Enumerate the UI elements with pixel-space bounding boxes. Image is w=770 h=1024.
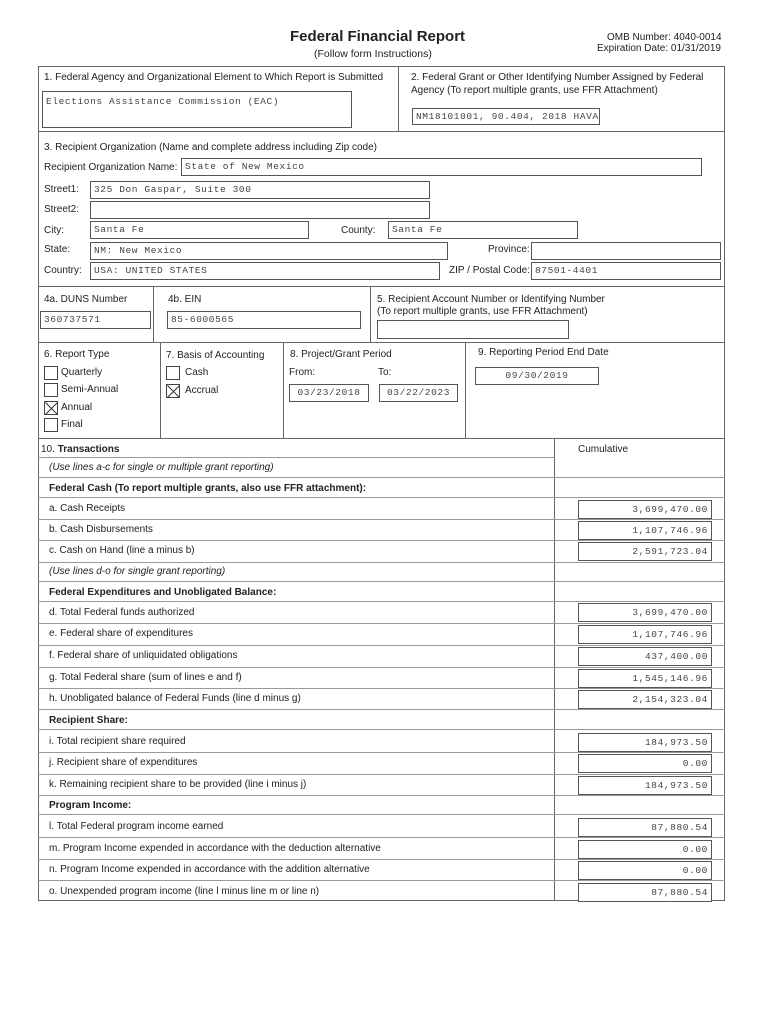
line-a-label: a. Cash Receipts — [49, 503, 126, 514]
semi-annual-checkbox[interactable] — [44, 383, 58, 397]
s1-label: 1. Federal Agency and Organizational Element to Which Report is Submitted — [44, 72, 384, 83]
transactions-heading: 10. Transactions — [41, 444, 120, 455]
divider — [38, 438, 725, 439]
line-n-label: n. Program Income expended in accordance with the addition alternative — [49, 864, 370, 875]
country-field[interactable]: USA: UNITED STATES — [90, 262, 440, 280]
federal-agency-field[interactable]: Elections Assistance Commission (EAC) — [42, 91, 352, 128]
street2-label: Street2: — [44, 204, 80, 215]
divider — [398, 66, 399, 131]
line-d-label: d. Total Federal funds authorized — [49, 607, 195, 618]
line-o-value[interactable]: 87,880.54 — [578, 883, 712, 902]
line-m-value[interactable]: 0.00 — [578, 840, 712, 859]
semi-annual-label: Semi-Annual — [61, 384, 119, 395]
divider — [38, 752, 725, 753]
from-label: From: — [289, 367, 316, 378]
period-label: 8. Project/Grant Period — [290, 349, 392, 360]
line-o-label: o. Unexpended program income (line l minus line m or line n) — [49, 886, 320, 897]
cash-checkbox[interactable] — [166, 366, 180, 380]
period-to-field[interactable]: 03/22/2023 — [379, 384, 458, 402]
s2-label-2: Agency (To report multiple grants, use FFR Attachment) — [411, 85, 658, 96]
divider — [38, 342, 725, 343]
form-subtitle: (Follow form Instructions) — [314, 48, 432, 60]
final-label: Final — [61, 419, 83, 430]
divider — [38, 540, 725, 541]
line-m-label: m. Program Income expended in accordance with the deduction alternative — [49, 843, 381, 854]
line-g-label: g. Total Federal share (sum of lines e and f) — [49, 672, 242, 683]
recipient-share-heading: Recipient Share: — [49, 715, 128, 726]
line-a-value[interactable]: 3,699,470.00 — [578, 500, 712, 519]
divider — [38, 497, 725, 498]
country-label: Country: — [44, 265, 82, 276]
line-b-label: b. Cash Disbursements — [49, 524, 153, 535]
province-label: Province: — [488, 244, 530, 255]
period-end-field[interactable]: 09/30/2019 — [475, 367, 599, 385]
divider — [38, 519, 725, 520]
state-field[interactable]: NM: New Mexico — [90, 242, 448, 260]
divider — [554, 438, 555, 901]
account-number-field[interactable] — [377, 320, 569, 339]
line-n-value[interactable]: 0.00 — [578, 861, 712, 880]
omb-number: OMB Number: 4040-0014 — [607, 32, 722, 43]
to-label: To: — [378, 367, 392, 378]
line-e-label: e. Federal share of expenditures — [49, 628, 193, 639]
divider — [38, 477, 725, 478]
divider — [38, 795, 725, 796]
divider — [465, 342, 466, 438]
street1-field[interactable]: 325 Don Gaspar, Suite 300 — [90, 181, 430, 199]
line-j-label: j. Recipient share of expenditures — [49, 757, 198, 768]
line-c-value[interactable]: 2,591,723.04 — [578, 542, 712, 561]
federal-cash-heading: Federal Cash (To report multiple grants, also use FFR attachment): — [49, 483, 367, 494]
annual-checkbox[interactable] — [44, 401, 58, 415]
cash-label: Cash — [185, 367, 209, 378]
county-field[interactable]: Santa Fe — [388, 221, 578, 239]
quarterly-label: Quarterly — [61, 367, 103, 378]
divider — [160, 342, 161, 438]
province-field[interactable] — [531, 242, 721, 260]
line-c-label: c. Cash on Hand (line a minus b) — [49, 545, 195, 556]
divider — [38, 837, 725, 838]
line-h-label: h. Unobligated balance of Federal Funds (line d minus g) — [49, 693, 301, 704]
line-g-value[interactable]: 1,545,146.96 — [578, 669, 712, 688]
line-k-label: k. Remaining recipient share to be provided (line i minus j) — [49, 779, 307, 790]
line-f-value[interactable]: 437,400.00 — [578, 647, 712, 666]
ein-label: 4b. EIN — [168, 294, 202, 305]
divider — [38, 814, 725, 815]
program-income-heading: Program Income: — [49, 800, 132, 811]
note-lines-a-c: (Use lines a-c for single or multiple grant reporting) — [49, 462, 274, 473]
s3-label: 3. Recipient Organization (Name and complete address including Zip code) — [44, 142, 377, 153]
zip-field[interactable]: 87501-4401 — [531, 262, 721, 280]
ein-field[interactable]: 85-6000565 — [167, 311, 361, 329]
street1-label: Street1: — [44, 184, 80, 195]
city-field[interactable]: Santa Fe — [90, 221, 309, 239]
line-l-value[interactable]: 87,880.54 — [578, 818, 712, 837]
divider — [38, 709, 725, 710]
divider — [38, 667, 725, 668]
accrual-label: Accrual — [185, 385, 219, 396]
s5-label-2: (To report multiple grants, use FFR Attachment) — [377, 306, 588, 317]
annual-label: Annual — [61, 402, 93, 413]
divider — [38, 645, 725, 646]
period-from-field[interactable]: 03/23/2018 — [289, 384, 369, 402]
s2-label-1: 2. Federal Grant or Other Identifying Number Assigned by Federal — [411, 72, 704, 83]
divider — [38, 457, 554, 458]
note-lines-d-o: (Use lines d-o for single grant reporting) — [49, 566, 226, 577]
divider — [153, 286, 154, 342]
divider — [38, 880, 725, 881]
quarterly-checkbox[interactable] — [44, 366, 58, 380]
line-k-value[interactable]: 184,973.50 — [578, 776, 712, 795]
grant-number-field[interactable]: NM18101001, 90.404, 2018 HAVA — [412, 108, 600, 125]
state-label: State: — [44, 244, 71, 255]
final-checkbox[interactable] — [44, 418, 58, 432]
divider — [38, 859, 725, 860]
line-f-label: f. Federal share of unliquidated obligations — [49, 650, 238, 661]
divider — [38, 774, 725, 775]
line-e-value[interactable]: 1,107,746.96 — [578, 625, 712, 644]
divider — [283, 342, 284, 438]
org-name-field[interactable]: State of New Mexico — [181, 158, 702, 176]
line-i-label: i. Total recipient share required — [49, 736, 186, 747]
expenditures-heading: Federal Expenditures and Unobligated Balance: — [49, 587, 277, 598]
divider — [38, 729, 725, 730]
form-title: Federal Financial Report — [290, 28, 466, 45]
divider — [38, 601, 725, 602]
street2-field[interactable] — [90, 201, 430, 219]
line-i-value[interactable]: 184,973.50 — [578, 733, 712, 752]
period-end-label: 9. Reporting Period End Date — [478, 347, 609, 358]
city-label: City: — [44, 225, 64, 236]
line-j-value[interactable]: 0.00 — [578, 754, 712, 773]
accrual-checkbox[interactable] — [166, 384, 180, 398]
divider — [38, 688, 725, 689]
county-label: County: — [341, 225, 376, 236]
basis-label: 7. Basis of Accounting — [166, 350, 265, 361]
line-d-value[interactable]: 3,699,470.00 — [578, 603, 712, 622]
divider — [38, 562, 725, 563]
expiration-date: Expiration Date: 01/31/2019 — [597, 43, 721, 54]
zip-label: ZIP / Postal Code: — [449, 265, 530, 276]
divider — [38, 286, 725, 287]
line-l-label: l. Total Federal program income earned — [49, 821, 224, 832]
report-type-label: 6. Report Type — [44, 349, 110, 360]
duns-field[interactable]: 360737571 — [40, 311, 151, 329]
divider — [38, 581, 725, 582]
divider — [370, 286, 371, 342]
duns-label: 4a. DUNS Number — [44, 294, 128, 305]
divider — [38, 623, 725, 624]
org-name-label: Recipient Organization Name: — [44, 162, 178, 173]
line-h-value[interactable]: 2,154,323.04 — [578, 690, 712, 709]
s5-label-1: 5. Recipient Account Number or Identifying Number — [377, 294, 605, 305]
line-b-value[interactable]: 1,107,746.96 — [578, 521, 712, 540]
divider — [38, 131, 725, 132]
cumulative-heading: Cumulative — [578, 444, 629, 455]
